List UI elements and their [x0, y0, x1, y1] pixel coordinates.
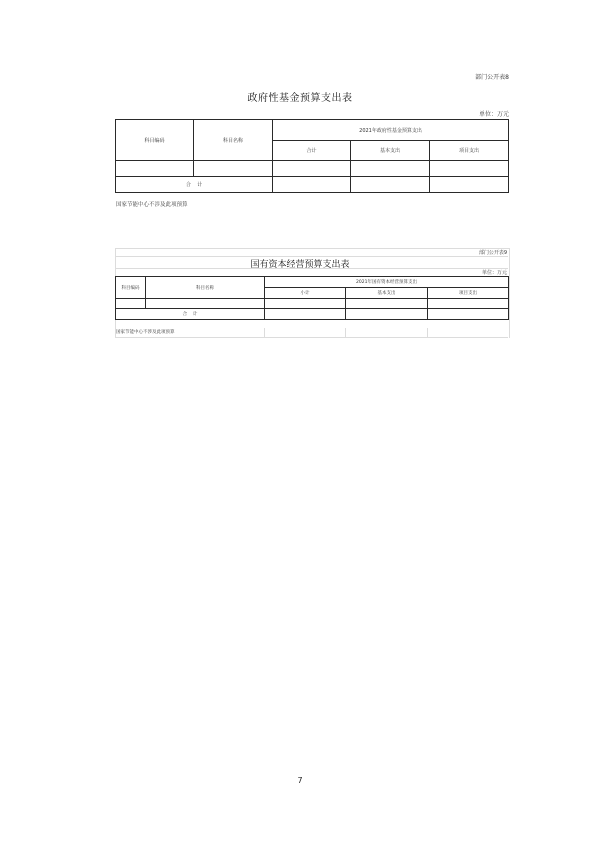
table1-label: 部门公开表8 — [475, 74, 509, 81]
cell — [146, 299, 265, 309]
cell — [430, 177, 509, 193]
table2-label: 部门公开表9 — [478, 250, 507, 256]
table1-note: 国家节能中心不涉及此项预算 — [116, 202, 188, 208]
cell — [351, 161, 430, 177]
header-project: 项目支出 — [428, 288, 509, 299]
cell — [428, 309, 509, 320]
table2-title: 国有资本经营预算支出表 — [250, 260, 350, 270]
header-project: 项目支出 — [430, 141, 509, 161]
total-row — [116, 309, 509, 320]
cell — [273, 161, 351, 177]
state-capital-expenditure-table — [115, 276, 509, 320]
header-code: 科目编码 — [116, 120, 194, 161]
table2-unit: 单位：万元 — [481, 270, 507, 276]
cell — [430, 161, 509, 177]
table-row — [116, 161, 509, 177]
cell — [265, 309, 346, 320]
header-group: 2021年政府性基金预算支出 — [273, 120, 509, 141]
divider — [427, 328, 428, 337]
page-number: 7 — [297, 776, 303, 785]
header-total: 小计 — [265, 288, 346, 299]
header-basic: 基本支出 — [351, 141, 430, 161]
table1-unit: 单位：万元 — [478, 111, 509, 118]
cell — [346, 299, 428, 309]
total-label: 合 计 — [116, 309, 265, 320]
divider — [264, 328, 265, 337]
table2-note: 国家节能中心不涉及此项预算 — [116, 330, 175, 335]
header-group: 2021年国有资本经营预算支出 — [265, 277, 509, 288]
cell — [265, 299, 346, 309]
cell — [273, 177, 351, 193]
cell — [116, 161, 194, 177]
total-label: 合 计 — [116, 177, 273, 193]
header-total: 合计 — [273, 141, 351, 161]
cell — [194, 161, 273, 177]
divider — [345, 328, 346, 337]
header-name: 科目名称 — [146, 277, 265, 299]
total-row — [116, 177, 509, 193]
cell — [351, 177, 430, 193]
header-basic: 基本支出 — [346, 288, 428, 299]
cell — [346, 309, 428, 320]
cell — [428, 299, 509, 309]
header-name: 科目名称 — [194, 120, 273, 161]
table1-title: 政府性基金预算支出表 — [247, 93, 353, 104]
table-row — [116, 299, 509, 309]
header-code: 科目编码 — [116, 277, 146, 299]
government-fund-expenditure-table — [115, 119, 509, 193]
cell — [116, 299, 146, 309]
